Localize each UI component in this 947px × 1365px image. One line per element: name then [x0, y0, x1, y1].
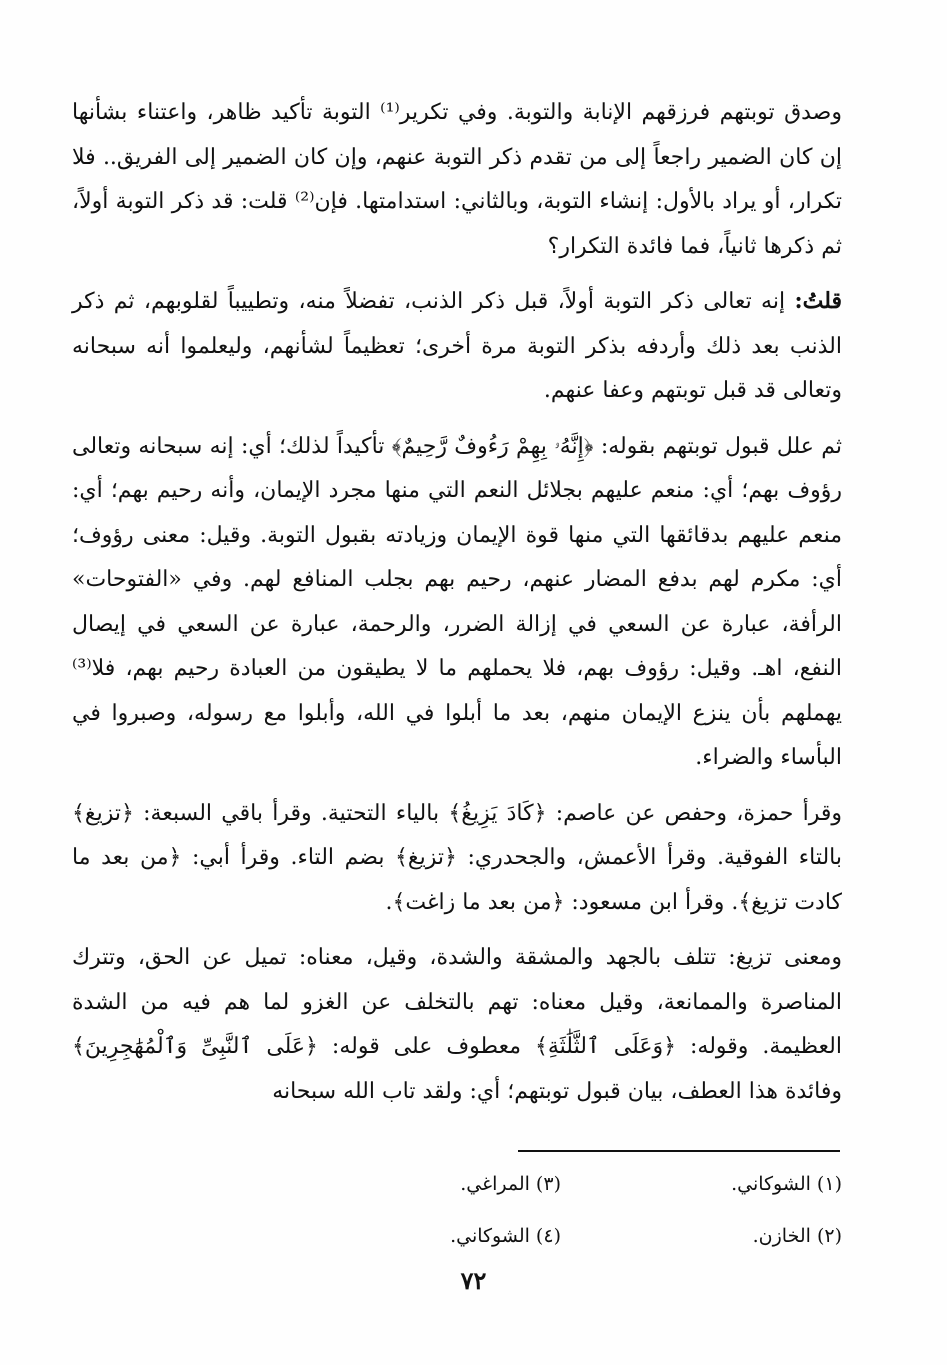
- footnote-divider: [518, 1150, 840, 1152]
- paragraph-text: ثم علل قبول توبتهم بقوله: ﴿إِنَّهُۥ بِهِمْ رَءُوفٌ رَّحِيمٌ﴾ تأكيداً لذلك؛ أي: إنه سبحانه وتعالى رؤوف بهم؛ أي: منعم عليهم بجلائل النعم التي منها مجرد الإيمان، وأنه رحيم بهم؛ أي: منعم عليهم بدقائقها التي منها قوة الإيمان وزيادته بقبول التوبة. وقيل: معنى رؤوف؛ أي: مكرم لهم بدفع المضار عنهم، رحيم بهم بجلب المنافع لهم. وفي «الفتوحات» الرأفة، عبارة عن السعي في إزالة الضرر، والرحمة، عبارة عن السعي في إيصال النفع، اهـ. وقيل: رؤوف بهم، فلا يحملهم ما لا يطيقون من العبادة رحيم بهم، فلا⁽³⁾ يهملهم بأن ينزع الإيمان منهم، بعد ما أبلوا في الله، وأبلوا مع رسوله، وصبروا في البأساء والضراء.: [72, 433, 842, 770]
- paragraph-lead: قلتُ:: [794, 288, 842, 314]
- footnote-3: (٣) المراغي.: [460, 1173, 561, 1195]
- paragraph-3: [72, 424, 842, 781]
- footnote-1: (١) الشوكاني.: [731, 1173, 842, 1195]
- paragraph-text: وقرأ حمزة، وحفص عن عاصم: ﴿كَادَ يَزِيغُ﴾ بالياء التحتية. وقرأ باقي السبعة: ﴿تزيغ﴾ بالتاء الفوقية. وقرأ الأعمش، والجحدري: ﴿تزيغ﴾ بضم التاء. وقرأ أبي: ﴿من بعد ما كادت تزيغ﴾. وقرأ ابن مسعود: ﴿من بعد ما زاغت﴾.: [72, 800, 842, 915]
- paragraph-5: [72, 935, 842, 1114]
- paragraph-4: [72, 791, 842, 926]
- paragraph-text: إنه تعالى ذكر التوبة أولاً، قبل ذكر الذنب، تفضلاً منه، وتطييباً لقلوبهم، ثم ذكر الذنب بعد ذلك وأردفه بذكر التوبة مرة أخرى؛ تعظيماً لشأنهم، وليعلموا أنه سبحانه وتعالى قد قبل توبتهم وعفا عنهم.: [72, 289, 842, 403]
- paragraph-text: وصدق توبتهم فرزقهم الإنابة والتوبة. وفي تكرير⁽¹⁾ التوبة تأكيد ظاهر، واعتناء بشأنها إن كان الضمير راجعاً إلى من تقدم ذكر التوبة عنهم، وإن كان الضمير إلى الفريق.. فلا تكرار، أو يراد بالأول: إنشاء التوبة، وبالثاني: استدامتها. فإن⁽²⁾ قلت: قد ذكر التوبة أولاً، ثم ذكرها ثانياً، فما فائدة التكرار؟: [72, 100, 842, 259]
- main-text: [72, 90, 842, 1114]
- paragraph-text: ومعنى تزيغ: تتلف بالجهد والمشقة والشدة، وقيل، معناه: تميل عن الحق، وتترك المناصرة والممانعة، وقيل معناه: تهم بالتخلف عن الغزو لما هم فيه من الشدة العظيمة. وقوله: ﴿وَعَلَى ٱلثَّلَٰثَةِ﴾ معطوف على قوله: ﴿عَلَى ٱلنَّبِىِّ وَٱلْمُهَٰجِرِينَ﴾ وفائدة هذا العطف، بيان قبول توبتهم؛ أي: ولقد تاب الله سبحانه: [72, 945, 842, 1104]
- page-number: ٧٢: [460, 1266, 487, 1295]
- footnote-2: (٢) الخازن.: [752, 1225, 842, 1247]
- paragraph-1: [72, 90, 842, 269]
- footnotes: [300, 1158, 842, 1262]
- paragraph-2: [72, 279, 842, 414]
- footnote-4: (٤) الشوكاني.: [450, 1225, 561, 1247]
